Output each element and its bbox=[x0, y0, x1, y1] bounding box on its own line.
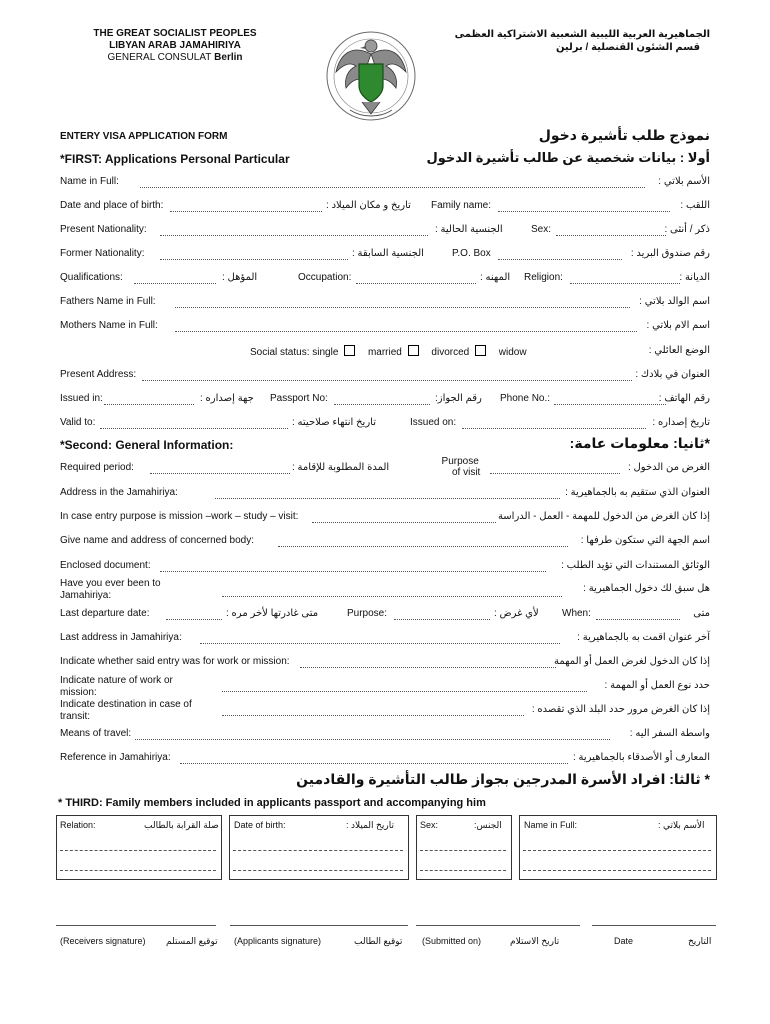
dob-field[interactable] bbox=[170, 211, 322, 212]
social-status-row bbox=[250, 345, 527, 358]
last-address-label-ar: آخر عنوان اقمت به بالجماهيرية : bbox=[577, 632, 710, 643]
departure-purpose-field[interactable] bbox=[394, 619, 490, 620]
table-relation-field-1[interactable] bbox=[60, 850, 216, 851]
nature-work-field[interactable] bbox=[222, 691, 587, 692]
sex-field[interactable] bbox=[556, 235, 666, 236]
former-nationality-field[interactable] bbox=[160, 259, 348, 260]
been-jamahiriya-line1: Have you ever been to bbox=[60, 578, 161, 589]
table-name-field-2[interactable] bbox=[523, 870, 711, 871]
submitted-on-label-ar: تاريخ الاستلام bbox=[510, 936, 560, 946]
table-header-name: Name in Full: bbox=[524, 820, 578, 830]
purpose-of-visit-field[interactable] bbox=[490, 473, 620, 474]
sex-label: Sex: bbox=[531, 224, 552, 235]
header-consulate: GENERAL CONSULAT bbox=[107, 52, 212, 63]
work-mission-label-ar: إذا كان الدخول لغرض العمل أو المهمة bbox=[554, 656, 710, 667]
departure-purpose-label: Purpose: bbox=[347, 608, 388, 619]
address-jamahiriya-label-ar: العنوان الذي ستقيم به بالجماهيرية : bbox=[565, 487, 710, 498]
mother-name-label: Mothers Name in Full: bbox=[60, 320, 158, 331]
section3-title-en: * THIRD: Family members included in applicants passport and accompanying him bbox=[58, 797, 486, 809]
purpose-of-visit-line1: Purpose bbox=[441, 456, 479, 467]
table-sex-field-2[interactable] bbox=[420, 870, 506, 871]
been-jamahiriya-line2: Jamahiriya: bbox=[60, 590, 112, 601]
mission-purpose-field[interactable] bbox=[312, 522, 496, 523]
issued-in-field[interactable] bbox=[104, 404, 194, 405]
valid-to-field[interactable] bbox=[100, 428, 288, 429]
header-city: Berlin bbox=[214, 52, 243, 63]
qualifications-label-ar: المؤهل : bbox=[222, 272, 258, 283]
address-jamahiriya-label: Address in the Jamahiriya: bbox=[60, 487, 178, 498]
phone-no-label-ar: رقم الهاتف : bbox=[658, 393, 710, 404]
sex-label-ar: ذكر / أنثى : bbox=[664, 224, 710, 235]
occupation-label: Occupation: bbox=[298, 272, 352, 283]
table-sex-field-1[interactable] bbox=[420, 850, 506, 851]
work-mission-label: Indicate whether said entry was for work or mission: bbox=[60, 656, 290, 667]
married-checkbox[interactable] bbox=[408, 345, 419, 356]
date-line[interactable] bbox=[592, 925, 716, 926]
nature-work-line2: mission: bbox=[60, 687, 97, 698]
transit-destination-label bbox=[60, 699, 192, 723]
form-title-en: ENTERY VISA APPLICATION FORM bbox=[60, 131, 228, 142]
form-title-ar: نموذج طلب تأشيرة دخول bbox=[538, 127, 710, 143]
nature-work-line1: Indicate nature of work or bbox=[60, 675, 173, 686]
concerned-body-label: Give name and address of concerned body: bbox=[60, 535, 255, 546]
required-period-label: Required period: bbox=[60, 462, 134, 473]
last-address-label: Last address in Jamahiriya: bbox=[60, 632, 182, 643]
purpose-of-visit-line2: of visit bbox=[452, 467, 481, 478]
social-status-label: Social status: single bbox=[250, 347, 339, 358]
submitted-on-line[interactable] bbox=[416, 925, 580, 926]
family-name-field[interactable] bbox=[498, 211, 670, 212]
table-header-relation-ar: صلة القرابة بالطالب bbox=[144, 820, 219, 830]
transit-destination-field[interactable] bbox=[222, 715, 524, 716]
transit-destination-line1: Indicate destination in case of bbox=[60, 699, 192, 710]
single-checkbox[interactable] bbox=[344, 345, 355, 356]
table-header-dob: Date of birth: bbox=[234, 820, 286, 830]
enclosed-document-field[interactable] bbox=[160, 571, 546, 572]
issued-in-label-ar: جهة إصداره : bbox=[200, 393, 254, 404]
receivers-signature-label: (Receivers signature) bbox=[60, 936, 146, 946]
valid-to-label: Valid to: bbox=[60, 417, 96, 428]
work-mission-field[interactable] bbox=[300, 667, 556, 668]
religion-label-ar: الديانة : bbox=[679, 272, 710, 283]
family-name-label: Family name: bbox=[431, 200, 492, 211]
header-arabic-line2: قسم الشئون القنصلية / برلين bbox=[555, 42, 700, 53]
religion-field[interactable] bbox=[570, 283, 680, 284]
valid-to-label-ar: تاريخ انتهاء صلاحيته : bbox=[292, 417, 376, 428]
applicants-signature-line[interactable] bbox=[230, 925, 408, 926]
date-label-ar: التاريخ bbox=[688, 936, 712, 946]
last-departure-label-ar: متى غادرتها لأخر مره : bbox=[226, 608, 319, 619]
section2-title-en: *Second: General Information: bbox=[60, 438, 234, 452]
table-header-name-ar: الأسم بلاتي : bbox=[658, 820, 705, 830]
dob-label-ar: : تاريخ و مكان الميلاد bbox=[326, 200, 411, 211]
occupation-label-ar: المهنه : bbox=[480, 272, 511, 283]
purpose-of-visit-label-ar: الغرض من الدخول : bbox=[627, 462, 710, 473]
means-travel-label: Means of travel: bbox=[60, 728, 132, 739]
issued-in-label: Issued in: bbox=[60, 393, 103, 404]
header-country-line1: THE GREAT SOCIALIST PEOPLES bbox=[93, 28, 257, 39]
section3-title-ar: * ثالثا: افراد الأسرة المدرجين بجواز طالب التأشيرة والقادمين bbox=[296, 771, 710, 787]
last-departure-field[interactable] bbox=[166, 619, 222, 620]
concerned-body-label-ar: اسم الجهة التي ستكون طرفها : bbox=[580, 535, 710, 546]
present-address-label-ar: العنوان في بلادك : bbox=[635, 369, 710, 380]
last-departure-label: Last departure date: bbox=[60, 608, 150, 619]
table-header-dob-ar: تاريخ الميلاد : bbox=[346, 820, 394, 830]
po-box-label: P.O. Box bbox=[452, 248, 491, 259]
issued-on-field[interactable] bbox=[462, 428, 646, 429]
been-jamahiriya-field[interactable] bbox=[222, 596, 562, 597]
eagle-emblem-icon bbox=[322, 24, 420, 124]
passport-no-label: Passport No: bbox=[270, 393, 328, 404]
reference-label: Reference in Jamahiriya: bbox=[60, 752, 171, 763]
issued-on-label-ar: تاريخ إصداره : bbox=[652, 417, 710, 428]
purpose-of-visit-label bbox=[440, 456, 480, 478]
when-label: When: bbox=[562, 608, 591, 619]
reference-field[interactable] bbox=[180, 763, 568, 764]
issued-on-label: Issued on: bbox=[410, 417, 457, 428]
been-jamahiriya-label-ar: هل سبق لك دخول الجماهيرية : bbox=[583, 583, 710, 594]
social-status-label-ar: الوضع العائلي : bbox=[648, 345, 710, 356]
nature-work-label-ar: حدد نوع العمل أو المهمة : bbox=[604, 680, 710, 691]
passport-no-label-ar: رقم الجواز: bbox=[435, 393, 482, 404]
required-period-label-ar: المدة المطلوبة للإقامة : bbox=[292, 462, 390, 473]
present-address-label: Present Address: bbox=[60, 369, 137, 380]
header-country-line2: LIBYAN ARAB JAMAHIRIYA bbox=[109, 40, 241, 51]
present-nationality-label-ar: الجنسية الحالية : bbox=[435, 224, 503, 235]
header-english-block bbox=[70, 28, 280, 64]
section2-title-ar: *ثانيا: معلومات عامة: bbox=[569, 435, 710, 451]
required-period-field[interactable] bbox=[150, 473, 290, 474]
reference-label-ar: المعارف أو الأصدقاء بالجماهيرية : bbox=[572, 752, 710, 763]
qualifications-label: Qualifications: bbox=[60, 272, 123, 283]
enclosed-document-label: Enclosed document: bbox=[60, 560, 151, 571]
applicants-signature-label: (Applicants signature) bbox=[234, 936, 322, 946]
qualifications-field[interactable] bbox=[134, 283, 216, 284]
mission-purpose-label-ar: إذا كان الغرض من الدخول للمهمة - العمل - الدراسة bbox=[497, 511, 710, 522]
religion-label: Religion: bbox=[524, 272, 563, 283]
passport-no-field[interactable] bbox=[334, 404, 430, 405]
receivers-signature-label-ar: توقيع المستلم bbox=[166, 936, 218, 946]
former-nationality-label-ar: الجنسية السابقة : bbox=[352, 248, 424, 259]
when-label-ar: متى bbox=[693, 608, 710, 619]
last-address-field[interactable] bbox=[200, 643, 560, 644]
table-name-field-1[interactable] bbox=[523, 850, 711, 851]
table-relation-field-2[interactable] bbox=[60, 870, 216, 871]
name-full-field[interactable] bbox=[140, 187, 645, 188]
dob-label: Date and place of birth: bbox=[60, 200, 164, 211]
header-consulate-line bbox=[70, 52, 280, 64]
father-name-label-ar: اسم الوالد بلاتي : bbox=[639, 296, 710, 307]
name-full-label-ar: الأسم بلاتي : bbox=[658, 176, 710, 187]
nature-work-label bbox=[60, 675, 173, 699]
po-box-field[interactable] bbox=[498, 259, 622, 260]
means-travel-field[interactable] bbox=[135, 739, 610, 740]
table-dob-field-2[interactable] bbox=[233, 870, 403, 871]
phone-no-field[interactable] bbox=[554, 404, 666, 405]
transit-destination-line2: transit: bbox=[60, 711, 91, 722]
mission-purpose-label: In case entry purpose is mission –work – study – visit: bbox=[60, 511, 299, 522]
transit-destination-label-ar: إذا كان الغرض مرور حدد البلد الذي تقصده : bbox=[531, 704, 710, 715]
occupation-field[interactable] bbox=[356, 283, 476, 284]
address-jamahiriya-field[interactable] bbox=[215, 498, 560, 499]
section1-title-ar: أولا : بيانات شخصية عن طالب تأشيرة الدخول bbox=[426, 150, 710, 165]
table-dob-field-1[interactable] bbox=[233, 850, 403, 851]
receivers-signature-line[interactable] bbox=[56, 925, 216, 926]
header-arabic-line1: الجماهيرية العربية الليبية الشعبية الاشتراكية العظمى bbox=[454, 29, 710, 40]
divorced-label: divorced bbox=[431, 347, 470, 358]
submitted-on-label: (Submitted on) bbox=[422, 936, 482, 946]
applicants-signature-label-ar: توقيع الطالب bbox=[354, 936, 403, 946]
date-label: Date bbox=[614, 936, 634, 946]
enclosed-document-label-ar: الوثائق المستندات التي تؤيد الطلب : bbox=[561, 560, 710, 571]
former-nationality-label: Former Nationality: bbox=[60, 248, 145, 259]
been-jamahiriya-label bbox=[60, 578, 161, 602]
mother-name-label-ar: اسم الام بلاتي : bbox=[646, 320, 710, 331]
mother-name-field[interactable] bbox=[175, 331, 637, 332]
table-header-sex: Sex: bbox=[420, 820, 439, 830]
po-box-label-ar: رقم صندوق البريد : bbox=[630, 248, 710, 259]
table-header-relation: Relation: bbox=[60, 820, 96, 830]
father-name-field[interactable] bbox=[175, 307, 630, 308]
present-nationality-field[interactable] bbox=[160, 235, 428, 236]
present-address-field[interactable] bbox=[142, 380, 632, 381]
father-name-label: Fathers Name in Full: bbox=[60, 296, 156, 307]
means-travel-label-ar: واسطة السفر اليه : bbox=[629, 728, 710, 739]
table-header-sex-ar: الجنس: bbox=[474, 820, 502, 830]
phone-no-label: Phone No.: bbox=[500, 393, 551, 404]
present-nationality-label: Present Nationality: bbox=[60, 224, 147, 235]
concerned-body-field[interactable] bbox=[278, 546, 568, 547]
married-label: married bbox=[367, 347, 402, 358]
name-full-label: Name in Full: bbox=[60, 176, 119, 187]
widow-label: widow bbox=[498, 347, 527, 358]
when-field[interactable] bbox=[596, 619, 680, 620]
family-name-label-ar: اللقب : bbox=[680, 200, 710, 211]
divorced-checkbox[interactable] bbox=[475, 345, 486, 356]
section1-title-en: *FIRST: Applications Personal Particular bbox=[60, 152, 290, 166]
departure-purpose-label-ar: لأي غرض : bbox=[494, 608, 539, 619]
state-emblem bbox=[322, 24, 420, 124]
